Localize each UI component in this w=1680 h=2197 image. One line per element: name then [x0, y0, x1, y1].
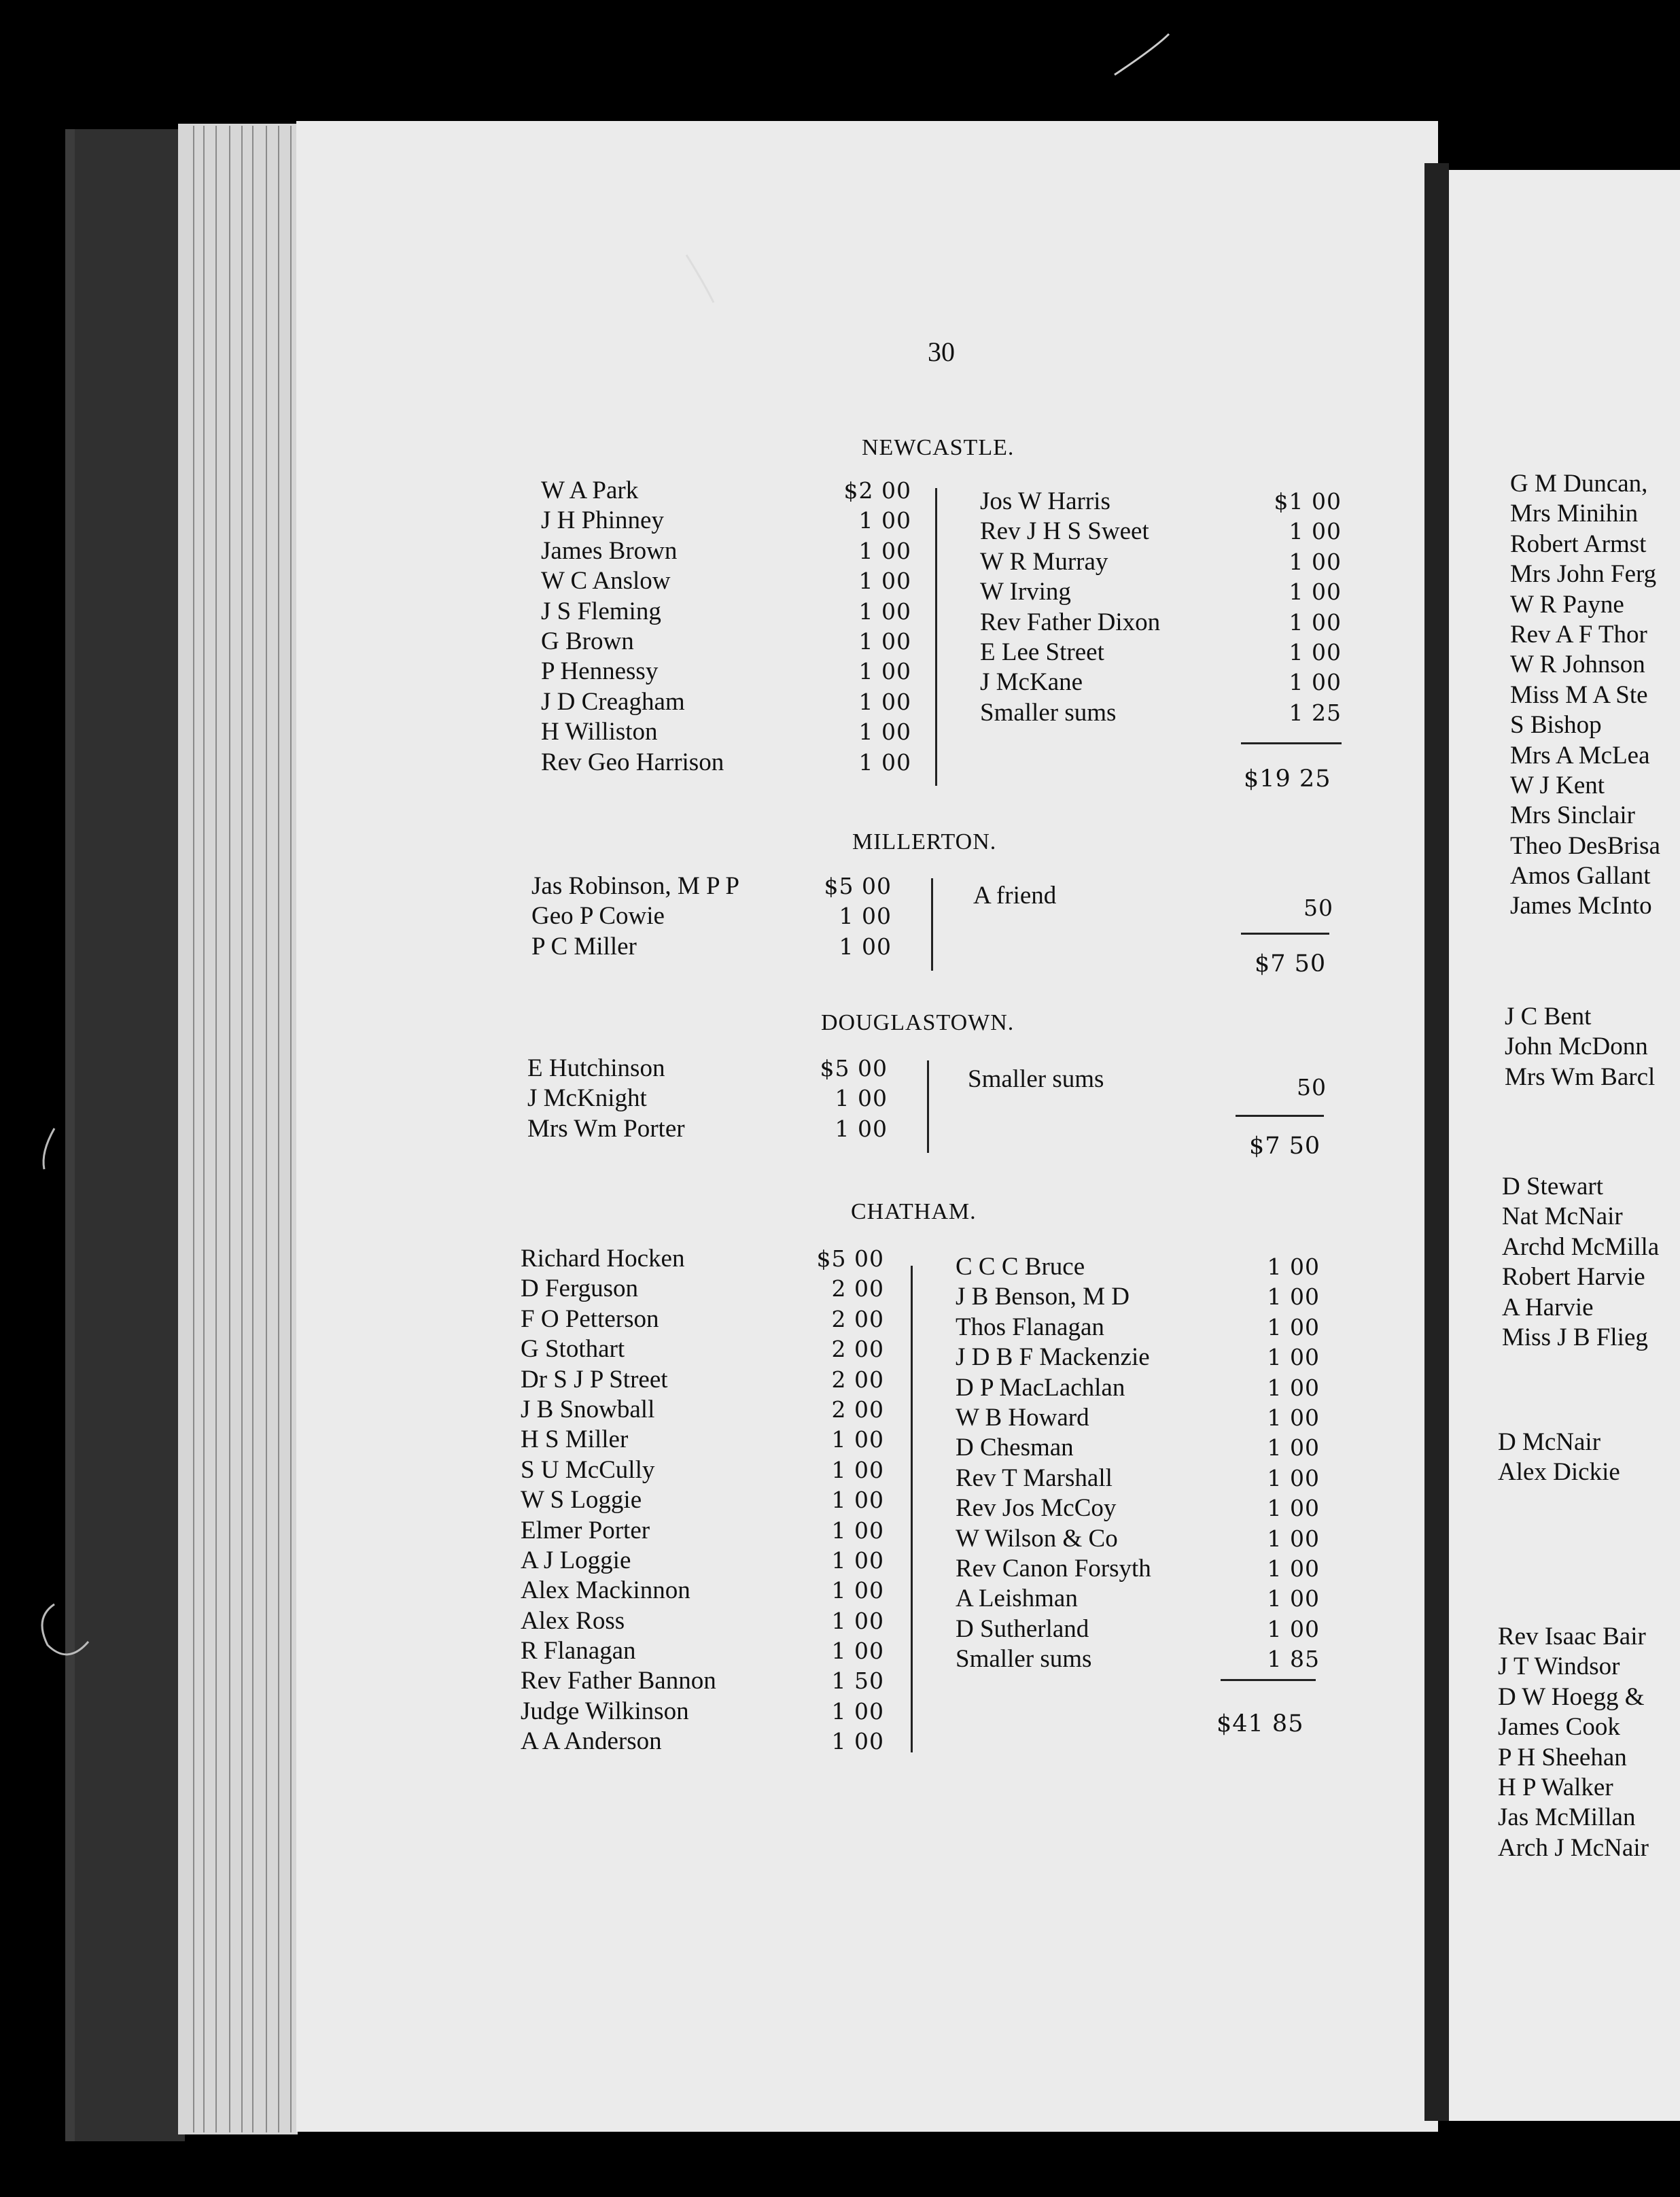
- donation-amount: 1 00: [839, 933, 892, 960]
- column-rule: [931, 878, 933, 971]
- list-item: [541, 657, 911, 687]
- list-item: Robert Harvie: [1502, 1263, 1645, 1292]
- donation-amount: 1 00: [858, 598, 911, 625]
- donor-name: F O Petterson: [521, 1304, 659, 1333]
- list-item: Theo DesBrisa: [1510, 831, 1660, 860]
- heading-chatham: CHATHAM.: [851, 1199, 977, 1224]
- list-item: [956, 1644, 1320, 1674]
- list-item: [956, 1524, 1320, 1554]
- donor-name: R Flanagan: [521, 1637, 636, 1665]
- donor-name: Elmer Porter: [521, 1516, 650, 1544]
- list-item: [956, 1343, 1320, 1372]
- list-item: [521, 1606, 884, 1636]
- column-rule: [927, 1060, 929, 1153]
- donation-amount: 1 50: [831, 1667, 884, 1695]
- heading-douglastown: DOUGLASTOWN.: [821, 1010, 1015, 1035]
- donation-amount: 2 00: [831, 1396, 884, 1423]
- donation-amount: 1 00: [831, 1487, 884, 1514]
- list-item: [980, 547, 1342, 577]
- donation-amount: 1 00: [831, 1638, 884, 1665]
- facing-page-group-2: [1505, 1002, 1680, 1092]
- donation-amount: 2 00: [831, 1366, 884, 1393]
- donor-name: W Irving: [980, 578, 1071, 606]
- donation-amount: $5 00: [824, 873, 892, 899]
- donation-amount: 1 00: [858, 688, 911, 715]
- donor-name: J H Phinney: [541, 506, 664, 535]
- donor-name: P C Miller: [531, 932, 637, 961]
- donor-name: Rev Geo Harrison: [541, 748, 724, 776]
- list-item: [980, 577, 1342, 607]
- donation-amount: 1 00: [1267, 1344, 1320, 1371]
- donation-amount: 50: [1297, 1074, 1327, 1101]
- donation-amount: 1 00: [831, 1697, 884, 1725]
- donor-name: D Ferguson: [521, 1275, 639, 1303]
- donor-name: Richard Hocken: [521, 1245, 685, 1273]
- donation-amount: 1 00: [835, 1085, 888, 1112]
- list-item: [956, 1614, 1320, 1644]
- douglastown-left-list: [527, 1054, 888, 1144]
- donation-amount: 1 85: [1267, 1646, 1320, 1673]
- facing-page-group-3: [1502, 1172, 1680, 1353]
- donation-amount: 1 00: [1267, 1253, 1320, 1280]
- list-item: Miss J B Flieg: [1502, 1323, 1648, 1351]
- donation-amount: 1 00: [835, 1115, 888, 1142]
- section-total: $19 25: [1244, 765, 1331, 793]
- list-item: [521, 1576, 884, 1606]
- donation-amount: $1 00: [1274, 488, 1342, 515]
- list-item: [980, 698, 1342, 728]
- list-item: [956, 1584, 1320, 1614]
- donation-amount: 1 00: [1267, 1283, 1320, 1311]
- donation-amount: 1 00: [858, 658, 911, 685]
- list-item: [541, 687, 911, 717]
- donation-amount: 1 00: [1267, 1434, 1320, 1461]
- list-item: [521, 1334, 884, 1364]
- list-item: [973, 881, 1333, 921]
- list-item: G M Duncan,: [1510, 470, 1648, 498]
- list-item: S Bishop: [1510, 711, 1602, 740]
- donation-amount: 1 00: [831, 1728, 884, 1755]
- donation-amount: 1 00: [831, 1517, 884, 1544]
- donor-name: J McKane: [980, 668, 1083, 697]
- donor-name: Rev J H S Sweet: [980, 517, 1149, 546]
- donation-amount: 2 00: [831, 1336, 884, 1363]
- donation-amount: 1 00: [1289, 608, 1342, 636]
- list-item: A Harvie: [1502, 1293, 1594, 1321]
- donor-name: H Williston: [541, 718, 658, 746]
- section-total: $7 50: [1249, 1132, 1321, 1160]
- donation-amount: 1 00: [1289, 638, 1342, 665]
- donation-amount: $5 00: [820, 1055, 888, 1082]
- list-item: [541, 476, 911, 506]
- list-item: [521, 1516, 884, 1546]
- newcastle-right-list: [980, 487, 1342, 728]
- list-item: [521, 1425, 884, 1455]
- donation-amount: 1 00: [1267, 1525, 1320, 1552]
- donor-name: D Chesman: [956, 1434, 1074, 1462]
- list-item: [541, 506, 911, 536]
- donor-name: H S Miller: [521, 1425, 629, 1454]
- list-item: P H Sheehan: [1498, 1743, 1627, 1771]
- donation-amount: 1 00: [1289, 669, 1342, 696]
- donation-amount: $2 00: [843, 477, 911, 504]
- donation-amount: 1 00: [1289, 578, 1342, 606]
- list-item: Mrs Sinclair: [1510, 801, 1635, 830]
- donor-name: J B Benson, M D: [956, 1283, 1130, 1311]
- donor-name: Geo P Cowie: [531, 902, 665, 931]
- list-item: D McNair: [1498, 1428, 1601, 1456]
- list-item: [527, 1084, 888, 1113]
- donor-name: Thos Flanagan: [956, 1313, 1104, 1341]
- donor-name: Rev Father Dixon: [980, 608, 1161, 636]
- list-item: [521, 1244, 884, 1274]
- donor-name: J S Fleming: [541, 597, 661, 625]
- donor-name: Smaller sums: [968, 1065, 1104, 1093]
- list-item: Nat McNair: [1502, 1203, 1623, 1231]
- donation-amount: 1 00: [1267, 1374, 1320, 1401]
- donor-name: Jas Robinson, M P P: [531, 872, 740, 900]
- donation-amount: 1 00: [1289, 518, 1342, 545]
- donor-name: G Brown: [541, 627, 634, 655]
- list-item: D Stewart: [1502, 1173, 1603, 1200]
- list-item: [527, 1114, 888, 1144]
- donation-amount: 1 00: [858, 627, 911, 655]
- donor-name: Jos W Harris: [980, 487, 1110, 515]
- list-item: [980, 638, 1342, 668]
- list-item: [521, 1365, 884, 1395]
- chatham-left-list: [521, 1244, 884, 1757]
- list-item: [541, 717, 911, 747]
- list-item: [956, 1252, 1320, 1282]
- list-item: [541, 597, 911, 627]
- list-item: [956, 1373, 1320, 1403]
- donation-amount: 1 00: [1267, 1495, 1320, 1522]
- facing-page-group-5: [1498, 1622, 1680, 1863]
- facing-page-group-1: [1510, 469, 1680, 922]
- donation-amount: 1 00: [1267, 1555, 1320, 1582]
- donor-name: Rev Canon Forsyth: [956, 1554, 1151, 1582]
- donation-amount: 2 00: [831, 1275, 884, 1302]
- donor-name: P Hennessy: [541, 657, 659, 686]
- list-item: Amos Gallant: [1510, 862, 1651, 890]
- list-item: [521, 1274, 884, 1304]
- heading-newcastle: NEWCASTLE.: [862, 435, 1015, 460]
- donation-amount: 1 25: [1289, 699, 1342, 726]
- list-item: [541, 536, 911, 566]
- list-item: [956, 1433, 1320, 1463]
- donor-name: J McKnight: [527, 1084, 647, 1113]
- newcastle-left-list: [541, 476, 911, 778]
- list-item: [531, 901, 892, 931]
- donor-name: W S Loggie: [521, 1486, 642, 1515]
- donation-amount: 50: [1303, 895, 1333, 921]
- list-item: [521, 1697, 884, 1727]
- list-item: [521, 1666, 884, 1696]
- donation-amount: 1 00: [858, 748, 911, 776]
- list-item: [968, 1065, 1327, 1101]
- list-item: [956, 1313, 1320, 1343]
- donor-name: J D B F Mackenzie: [956, 1343, 1150, 1372]
- list-item: Jas McMillan: [1498, 1803, 1636, 1832]
- donor-name: W B Howard: [956, 1403, 1089, 1432]
- list-item: [531, 871, 892, 901]
- list-item: Robert Armst: [1510, 530, 1647, 558]
- section-total: $41 85: [1217, 1710, 1304, 1737]
- list-item: [541, 627, 911, 657]
- list-item: [980, 668, 1342, 697]
- list-item: [521, 1546, 884, 1576]
- section-total: $7 50: [1255, 950, 1327, 978]
- list-item: [527, 1054, 888, 1084]
- donation-amount: 1 00: [831, 1607, 884, 1634]
- donor-name: E Hutchinson: [527, 1054, 665, 1082]
- donor-name: Alex Ross: [521, 1606, 625, 1635]
- list-item: Rev Isaac Bair: [1498, 1623, 1646, 1650]
- donation-amount: 1 00: [1267, 1404, 1320, 1431]
- list-item: [531, 932, 892, 962]
- list-item: H P Walker: [1498, 1773, 1613, 1801]
- donor-name: A A Anderson: [521, 1727, 662, 1756]
- donor-name: W Wilson & Co: [956, 1524, 1118, 1553]
- column-rule: [911, 1266, 913, 1752]
- donor-name: A Leishman: [956, 1585, 1078, 1613]
- list-item: [521, 1636, 884, 1666]
- donation-amount: 2 00: [831, 1305, 884, 1332]
- list-item: Arch J McNair: [1498, 1833, 1649, 1862]
- list-item: W R Johnson: [1510, 651, 1645, 679]
- donor-name: Rev Jos McCoy: [956, 1494, 1117, 1523]
- chatham-right-list: [956, 1252, 1320, 1674]
- list-item: D W Hoegg &: [1498, 1682, 1645, 1711]
- list-item: James McInto: [1510, 892, 1652, 920]
- list-item: John McDonn: [1505, 1033, 1648, 1061]
- list-item: J C Bent: [1505, 1003, 1592, 1031]
- donor-name: W R Murray: [980, 547, 1108, 576]
- millerton-left-list: [531, 871, 892, 962]
- donor-name: G Stothart: [521, 1335, 625, 1364]
- list-item: [521, 1485, 884, 1515]
- list-item: Mrs Wm Barcl: [1505, 1062, 1656, 1091]
- donation-amount: 1 00: [1289, 548, 1342, 575]
- donation-amount: 1 00: [1267, 1464, 1320, 1491]
- donation-amount: 1 00: [831, 1577, 884, 1604]
- list-item: [956, 1403, 1320, 1433]
- total-rule: [1221, 1679, 1316, 1681]
- donor-name: Mrs Wm Porter: [527, 1114, 685, 1143]
- donor-name: A friend: [973, 882, 1057, 910]
- donation-amount: 1 00: [831, 1426, 884, 1453]
- donor-name: Rev Father Bannon: [521, 1667, 716, 1695]
- list-item: James Cook: [1498, 1713, 1620, 1742]
- list-item: [980, 517, 1342, 547]
- list-item: Mrs John Ferg: [1510, 560, 1657, 589]
- list-item: J T Windsor: [1498, 1653, 1620, 1681]
- donation-amount: 1 00: [831, 1456, 884, 1483]
- donation-amount: 1 00: [1267, 1585, 1320, 1612]
- donation-amount: 1 00: [858, 537, 911, 564]
- donation-amount: $5 00: [816, 1245, 884, 1272]
- list-item: [956, 1282, 1320, 1312]
- list-item: [956, 1554, 1320, 1584]
- heading-millerton: MILLERTON.: [852, 829, 997, 854]
- donor-name: James Brown: [541, 536, 678, 565]
- douglastown-right-list: [968, 1065, 1327, 1101]
- donor-name: Smaller sums: [980, 698, 1117, 727]
- list-item: [521, 1304, 884, 1334]
- donor-name: S U McCully: [521, 1455, 655, 1484]
- facing-page-group-4: [1498, 1428, 1680, 1488]
- donor-name: E Lee Street: [980, 638, 1104, 666]
- donor-name: C C C Bruce: [956, 1253, 1085, 1281]
- donor-name: Smaller sums: [956, 1645, 1092, 1674]
- list-item: Mrs Minihin: [1510, 500, 1639, 528]
- donation-amount: 1 00: [831, 1546, 884, 1574]
- list-item: [521, 1395, 884, 1425]
- list-item: [980, 487, 1342, 517]
- total-rule: [1241, 933, 1329, 935]
- list-item: W J Kent: [1510, 771, 1605, 799]
- donor-name: Dr S J P Street: [521, 1365, 668, 1394]
- donation-amount: 1 00: [1267, 1615, 1320, 1642]
- donor-name: J B Snowball: [521, 1395, 655, 1423]
- millerton-right-list: [973, 881, 1333, 921]
- list-item: [541, 566, 911, 596]
- list-item: Mrs A McLea: [1510, 741, 1650, 769]
- donor-name: W C Anslow: [541, 567, 671, 595]
- donation-amount: 1 00: [858, 719, 911, 746]
- list-item: [956, 1464, 1320, 1493]
- donor-name: Alex Mackinnon: [521, 1576, 690, 1605]
- donor-name: Rev T Marshall: [956, 1464, 1113, 1492]
- list-item: [521, 1455, 884, 1485]
- list-item: W R Payne: [1510, 590, 1624, 619]
- list-item: Miss M A Ste: [1510, 680, 1648, 709]
- donation-amount: 1 00: [858, 507, 911, 534]
- list-item: Rev A F Thor: [1510, 620, 1647, 648]
- list-item: Alex Dickie: [1498, 1458, 1620, 1487]
- total-rule: [1241, 742, 1342, 744]
- total-rule: [1236, 1115, 1324, 1117]
- donor-name: A J Loggie: [521, 1546, 631, 1574]
- donor-name: D P MacLachlan: [956, 1373, 1125, 1402]
- donor-name: J D Creagham: [541, 687, 685, 716]
- list-item: [521, 1727, 884, 1757]
- donation-amount: 1 00: [858, 568, 911, 595]
- donation-amount: 1 00: [1267, 1313, 1320, 1340]
- donation-amount: 1 00: [839, 903, 892, 930]
- page-number: 30: [928, 336, 955, 367]
- donor-name: W A Park: [541, 477, 639, 504]
- list-item: [980, 608, 1342, 638]
- list-item: [956, 1493, 1320, 1523]
- donor-name: D Sutherland: [956, 1614, 1089, 1643]
- donor-name: Judge Wilkinson: [521, 1697, 689, 1725]
- list-item: [541, 748, 911, 778]
- list-item: Archd McMilla: [1502, 1232, 1660, 1261]
- column-rule: [935, 488, 937, 786]
